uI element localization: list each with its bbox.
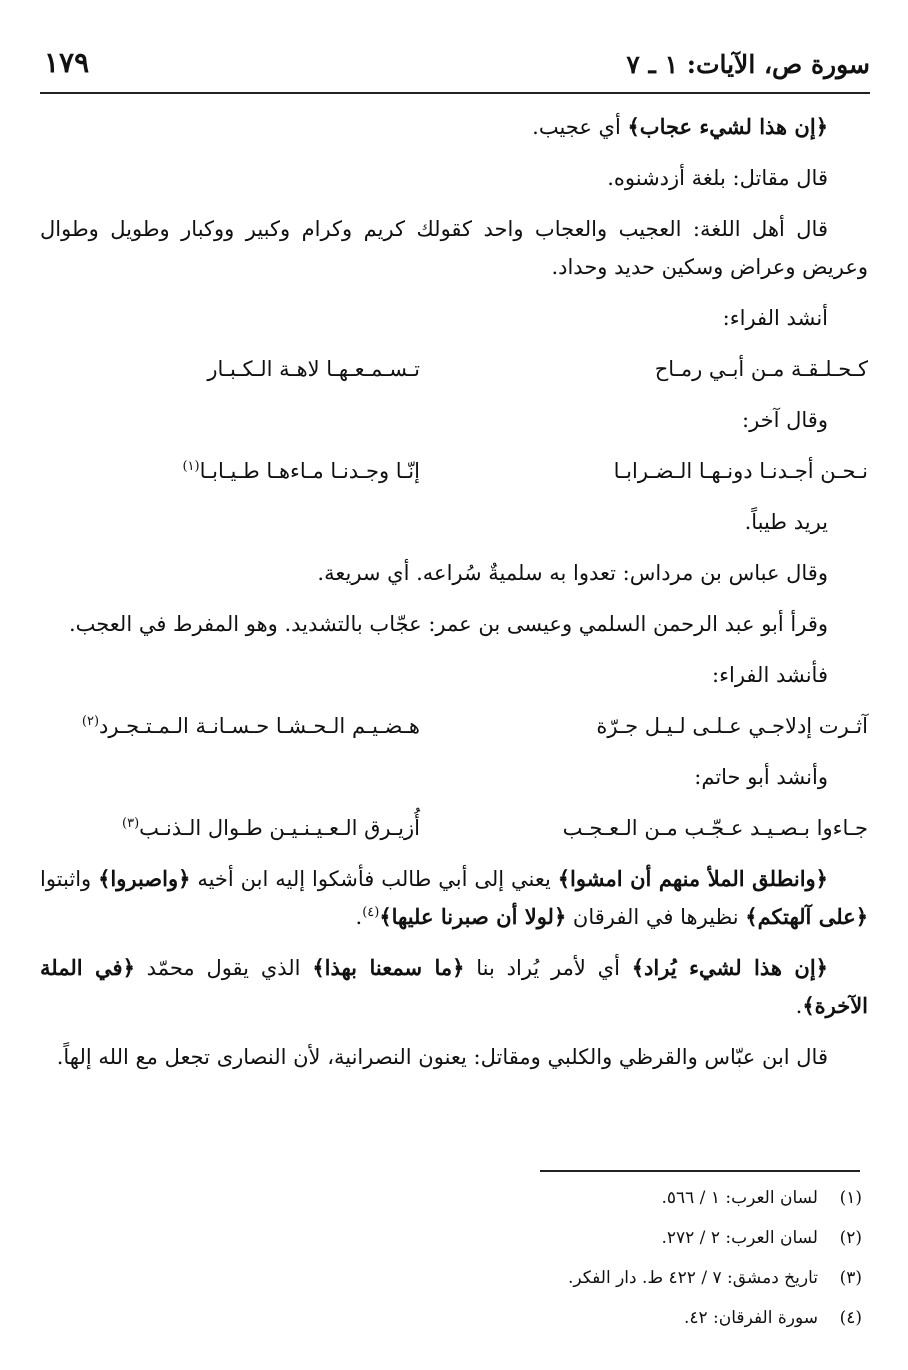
paragraph-text: .: [355, 905, 363, 929]
paragraph-text: واثبتوا: [40, 867, 99, 891]
footnote-1: [62, 1183, 862, 1213]
footnotes: [62, 1183, 862, 1343]
footnote-ref: (٣): [122, 816, 140, 831]
quran-quote: ﴿في الملة الآخرة﴾: [40, 955, 868, 1018]
verse-second-hemistich: [40, 809, 420, 847]
footnote-ref: (٢): [81, 714, 100, 729]
footnote-mark: (٣): [839, 1268, 862, 1288]
footnote-2: [62, 1223, 862, 1253]
page-number: ١٧٩: [44, 46, 90, 79]
paragraph-8: وقرأ أبو عبد الرحمن السلمي وعيسى بن عمر: عجّاب بالتشديد. وهو المفرط في العجب.: [68, 612, 828, 636]
verse-first-hemistich: نـحـن أجـدنـا دونـهـا الـضـرابـا: [613, 459, 868, 483]
paragraph-7: وقال عباس بن مرداس: تعدوا به سلميةٌ سُراعه. أي سريعة.: [317, 561, 828, 585]
paragraph-13: قال ابن عبّاس والقرظي والكلبي ومقاتل: يعنون النصرانية، لأن النصارى تجعل مع الله إلهاً.: [56, 1045, 828, 1069]
paragraph-3: قال أهل اللغة: العجيب والعجاب واحد كقولك كريم وكرام وكبير ووكبار وطويل وطوال وعريض وعراض وسكين حديد وحداد.: [40, 217, 868, 279]
footnote-mark: (١): [839, 1188, 862, 1208]
footnote-3: [62, 1263, 862, 1293]
footnote-4: [62, 1303, 862, 1333]
paragraph-4: أنشد الفراء:: [722, 306, 828, 330]
paragraph-11: [40, 860, 868, 936]
quran-quote: ﴿واصبروا﴾: [98, 866, 191, 891]
quran-quote: ﴿إن هذا لشيء يُراد﴾: [631, 955, 828, 980]
verse-text: هـضـيـم الـحـشـا حـسـانـة الـمـتـجـرد: [99, 714, 420, 738]
paragraph-text: .: [795, 994, 803, 1018]
footnote-ref: (١): [182, 459, 200, 474]
running-title: سورة ص، الآيات: ١ ـ ٧: [626, 50, 870, 79]
paragraph-9: فأنشد الفراء:: [712, 663, 828, 687]
paragraph-6: يريد طيباً.: [744, 510, 828, 534]
footnote-text: تاريخ دمشق: ٧ / ٤٢٢ ط. دار الفكر.: [568, 1268, 818, 1288]
verse-text: تـسـمـعـهـا لاهـة الـكـبـار: [207, 357, 420, 381]
quran-quote: ﴿ما سمعنا بهذا﴾: [312, 955, 465, 980]
poetry-verse-4: [40, 809, 868, 847]
main-text: [40, 108, 868, 1089]
verse-first-hemistich: آثـرت إدلاجـي عـلـى لـيـل جـرّة: [596, 714, 868, 738]
quran-quote: ﴿وانطلق الملأ منهم أن امشوا﴾: [557, 866, 828, 891]
paragraph-1: [40, 108, 868, 146]
page-header: [40, 46, 870, 94]
paragraph-10: وأنشد أبو حاتم:: [694, 765, 828, 789]
verse-second-hemistich: [40, 350, 420, 388]
verse-text: إنّـا وجـدنـا مـاءهـا طـيـابـا: [199, 459, 420, 483]
verse-first-hemistich: جـاءوا بـصـيـد عـجّـب مـن الـعـجـب: [562, 816, 868, 840]
verse-second-hemistich: [40, 452, 420, 490]
verse-text: أُزيـرق الـعـيـنـيـن طـوال الـذنـب: [139, 816, 420, 840]
footnote-mark: (٤): [839, 1308, 862, 1328]
paragraph-text: يعني إلى أبي طالب فأشكوا إليه ابن أخيه: [190, 867, 558, 891]
verse-second-hemistich: [40, 707, 420, 745]
footnote-mark: (٢): [839, 1228, 862, 1248]
footnote-text: سورة الفرقان: ٤٢.: [683, 1308, 818, 1328]
paragraph-5: وقال آخر:: [742, 408, 828, 432]
footnote-text: لسان العرب: ٢ / ٢٧٢.: [661, 1228, 818, 1248]
verse-first-hemistich: كـحـلـقـة مـن أبـي رمـاح: [654, 357, 868, 381]
paragraph-text: أي عجيب.: [532, 115, 628, 139]
poetry-verse-3: [40, 707, 868, 745]
poetry-verse-2: [40, 452, 868, 490]
paragraph-text: الذي يقول محمّد: [134, 956, 313, 980]
quran-quote: ﴿لولا أن صبرنا عليها﴾: [379, 904, 567, 929]
paragraph-2: قال مقاتل: بلغة أزدشنوه.: [607, 166, 828, 190]
paragraph-12: [40, 949, 868, 1025]
paragraph-text: أي لأمر يُراد بنا: [464, 956, 632, 980]
footnote-ref: (٤): [362, 905, 380, 920]
quran-quote: ﴿على آلهتكم﴾: [745, 904, 868, 929]
footnote-separator: [540, 1170, 860, 1172]
quran-quote: ﴿إن هذا لشيء عجاب﴾: [627, 114, 828, 139]
paragraph-text: نظيرها في الفرقان: [566, 905, 746, 929]
footnote-text: لسان العرب: ١ / ٥٦٦.: [661, 1188, 818, 1208]
poetry-verse-1: [40, 350, 868, 388]
